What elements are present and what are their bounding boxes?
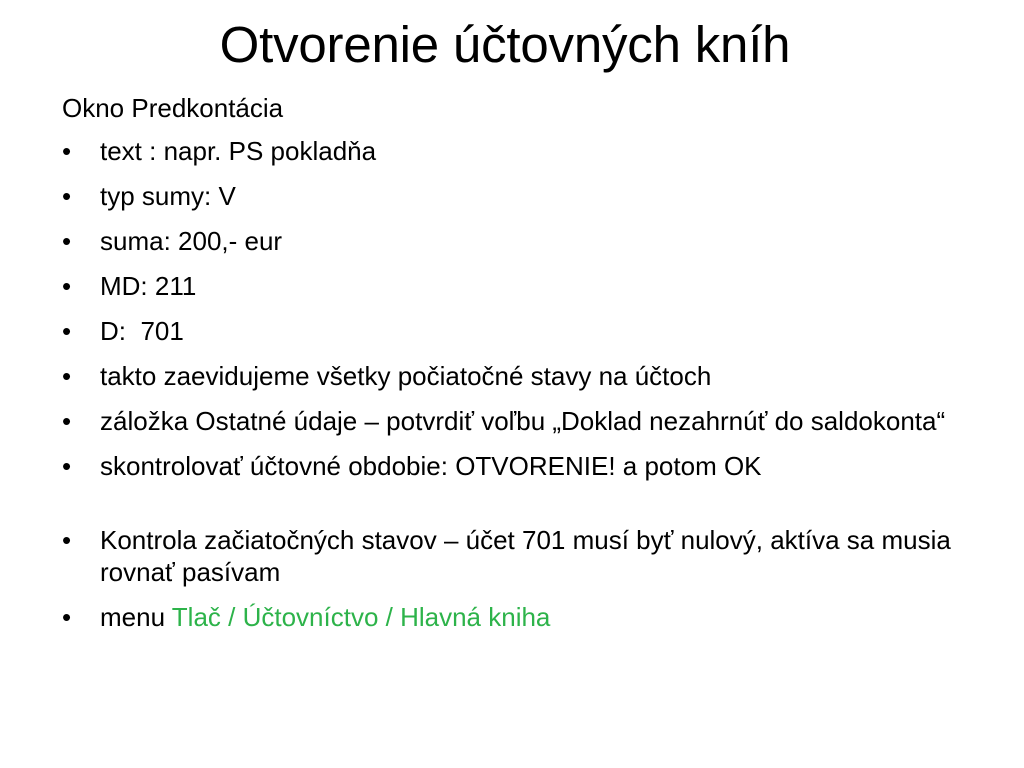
list-item-text: Kontrola začiatočných stavov – účet 701 musí byť nulový, aktíva sa musia rovnať pasívam: [100, 525, 951, 587]
list-item: [62, 405, 962, 437]
bullet-list: [62, 135, 962, 646]
list-item-text: záložka Ostatné údaje – potvrdiť voľbu „Doklad nezahrnúť do saldokonta“: [100, 406, 946, 436]
bullet-icon: •: [62, 136, 72, 166]
list-item: [62, 524, 962, 588]
list-item-text: suma: 200,- eur: [100, 226, 283, 256]
list-item: [62, 135, 962, 167]
bullet-icon: •: [62, 451, 72, 481]
bullet-icon: •: [62, 271, 72, 301]
list-item-text: takto zaevidujeme všetky počiatočné stavy na účtoch: [100, 361, 712, 391]
list-item: [62, 450, 962, 482]
list-item-text: MD: 211: [100, 271, 197, 301]
bullet-icon: •: [62, 602, 72, 632]
list-item-text: text : napr. PS pokladňa: [100, 136, 377, 166]
bullet-icon: •: [62, 181, 72, 211]
list-item: [62, 360, 962, 392]
bullet-icon: •: [62, 525, 72, 555]
bullet-icon: •: [62, 226, 72, 256]
menu-path-link: Tlač / Účtovníctvo / Hlavná kniha: [171, 602, 551, 632]
bullet-icon: •: [62, 406, 72, 436]
intro-text: Okno Predkontácia: [62, 93, 284, 123]
bullet-icon: •: [62, 316, 72, 346]
bullet-icon: •: [62, 361, 72, 391]
menu-prefix: menu: [100, 602, 172, 632]
slide-title: Otvorenie účtovných kníh: [219, 16, 791, 73]
list-item: [62, 270, 962, 302]
list-item-text: skontrolovať účtovné obdobie: OTVORENIE! a potom OK: [100, 451, 762, 481]
list-item-text: D: 701: [100, 316, 184, 346]
menu-path-item: [62, 601, 962, 633]
list-item: [62, 180, 962, 212]
list-item: [62, 225, 962, 257]
list-item: [62, 315, 962, 347]
list-item-text: typ sumy: V: [100, 181, 236, 211]
